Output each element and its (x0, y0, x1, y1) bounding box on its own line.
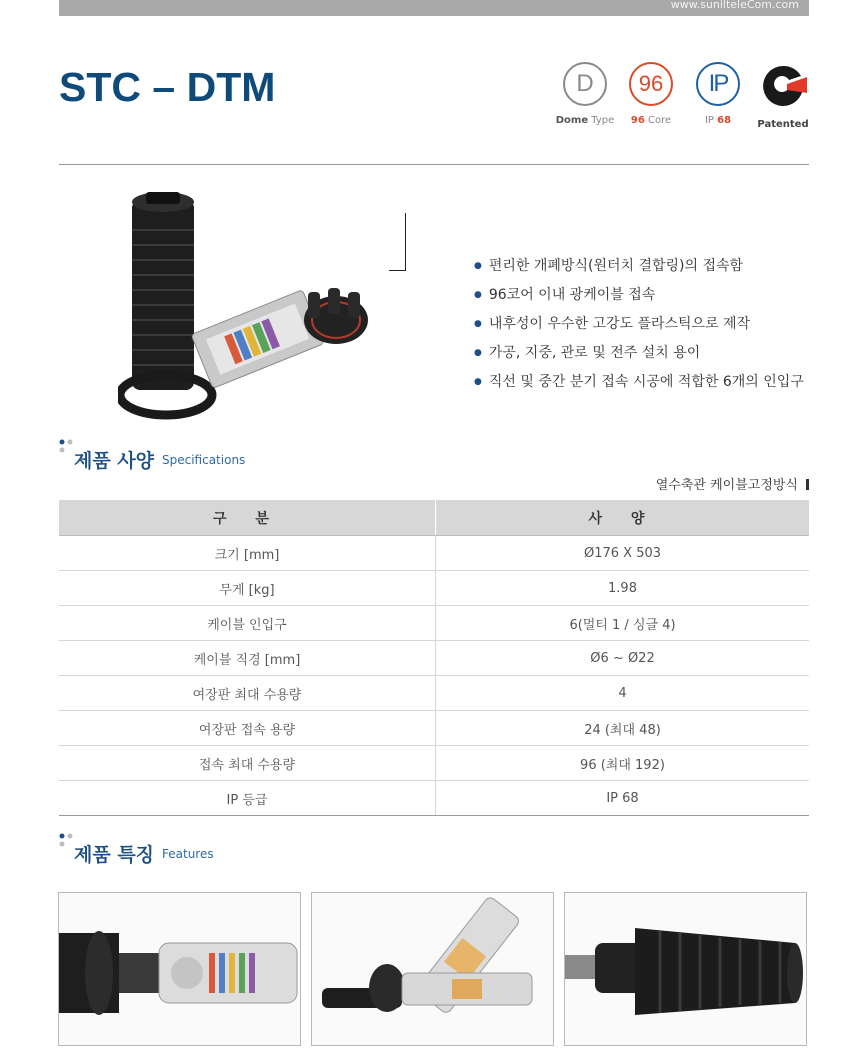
spec-label: 여장판 접속 용량 (59, 711, 436, 746)
list-item: ● 내후성이 우수한 고강도 플라스틱으로 제작 (474, 316, 751, 332)
spec-value: 1.98 (436, 571, 810, 606)
spec-value: Ø6 ~ Ø22 (436, 641, 810, 676)
table-header-row (59, 500, 809, 536)
badge-patented (753, 62, 813, 130)
core-count-icon: 96 (629, 62, 673, 106)
list-item: ● 가공, 지중, 관로 및 전주 설치 용이 (474, 345, 701, 361)
feature-photo-opened-trays (311, 892, 554, 1046)
features-title: 제품 특징 (74, 844, 155, 866)
product-title: STC – DTM (59, 64, 276, 110)
bullet-icon: ● (474, 377, 482, 387)
badge-patented-label: Patented (757, 119, 809, 130)
table-row (59, 711, 809, 746)
photo-callout-bracket (389, 213, 406, 271)
table-row (59, 571, 809, 606)
feature-list (474, 252, 804, 397)
spec-label: 케이블 직경 [mm] (59, 641, 436, 676)
spec-label: 케이블 인입구 (59, 606, 436, 641)
bullet-icon: ● (474, 319, 482, 329)
spec-value: 24 (최대 48) (436, 711, 810, 746)
specifications-subtitle: Specifications (162, 453, 246, 467)
bullet-icon: ● (474, 261, 482, 271)
list-item: ● 직선 및 중간 분기 접속 시공에 적합한 6개의 인입구 (474, 374, 804, 390)
top-banner (59, 0, 809, 16)
badge-ip-prefix: IP (704, 115, 714, 126)
badge-ip-number: 68 (717, 115, 732, 126)
column-header: 구 분 (59, 500, 436, 536)
table-row (59, 641, 809, 676)
table-row (59, 536, 809, 571)
feature-photo-tray (58, 892, 301, 1046)
header-divider (59, 164, 809, 165)
column-header: 사 양 (436, 500, 810, 536)
list-item: ● 편리한 개폐방식(원터치 결합링)의 접속함 (474, 258, 744, 274)
table-row (59, 746, 809, 781)
badge-dome-type (555, 62, 615, 126)
spec-value: 6(멀티 1 / 싱글 4) (436, 606, 810, 641)
dome-type-icon: D (563, 62, 607, 106)
feature-photo-dome-closed (564, 892, 807, 1046)
badge-dome-text: Type (591, 115, 615, 126)
badge-dome-bold: Dome (555, 115, 589, 126)
badge-ip (688, 62, 748, 126)
spec-value: IP 68 (436, 781, 810, 816)
bullet-icon: ● (474, 290, 482, 300)
badge-core (621, 62, 681, 126)
bullet-icon: ● (474, 348, 482, 358)
badge-core-text: Core (647, 115, 672, 126)
spec-value: 96 (최대 192) (436, 746, 810, 781)
spec-label: IP 등급 (59, 781, 436, 816)
spec-label: 크기 [mm] (59, 536, 436, 571)
table-row (59, 676, 809, 711)
table-row (59, 606, 809, 641)
badge-core-bold: 96 (630, 115, 645, 126)
spec-label: 접속 최대 수용량 (59, 746, 436, 781)
website-url: www.sunilteleCom.com (670, 0, 799, 11)
features-subtitle: Features (162, 847, 214, 861)
list-item: ● 96코어 이내 광케이블 접속 (474, 287, 656, 303)
spec-value: 4 (436, 676, 810, 711)
spec-label: 무게 [kg] (59, 571, 436, 606)
table-row (59, 781, 809, 816)
ip-rating-icon: IP (696, 62, 740, 106)
patented-icon (759, 62, 807, 110)
spec-value: Ø176 X 503 (436, 536, 810, 571)
spec-table (59, 500, 809, 816)
product-photo (118, 190, 388, 420)
spec-label: 여장판 최대 수용량 (59, 676, 436, 711)
spec-note: 열수축관 케이블고정방식 (656, 474, 809, 493)
specifications-title: 제품 사양 (74, 450, 155, 472)
